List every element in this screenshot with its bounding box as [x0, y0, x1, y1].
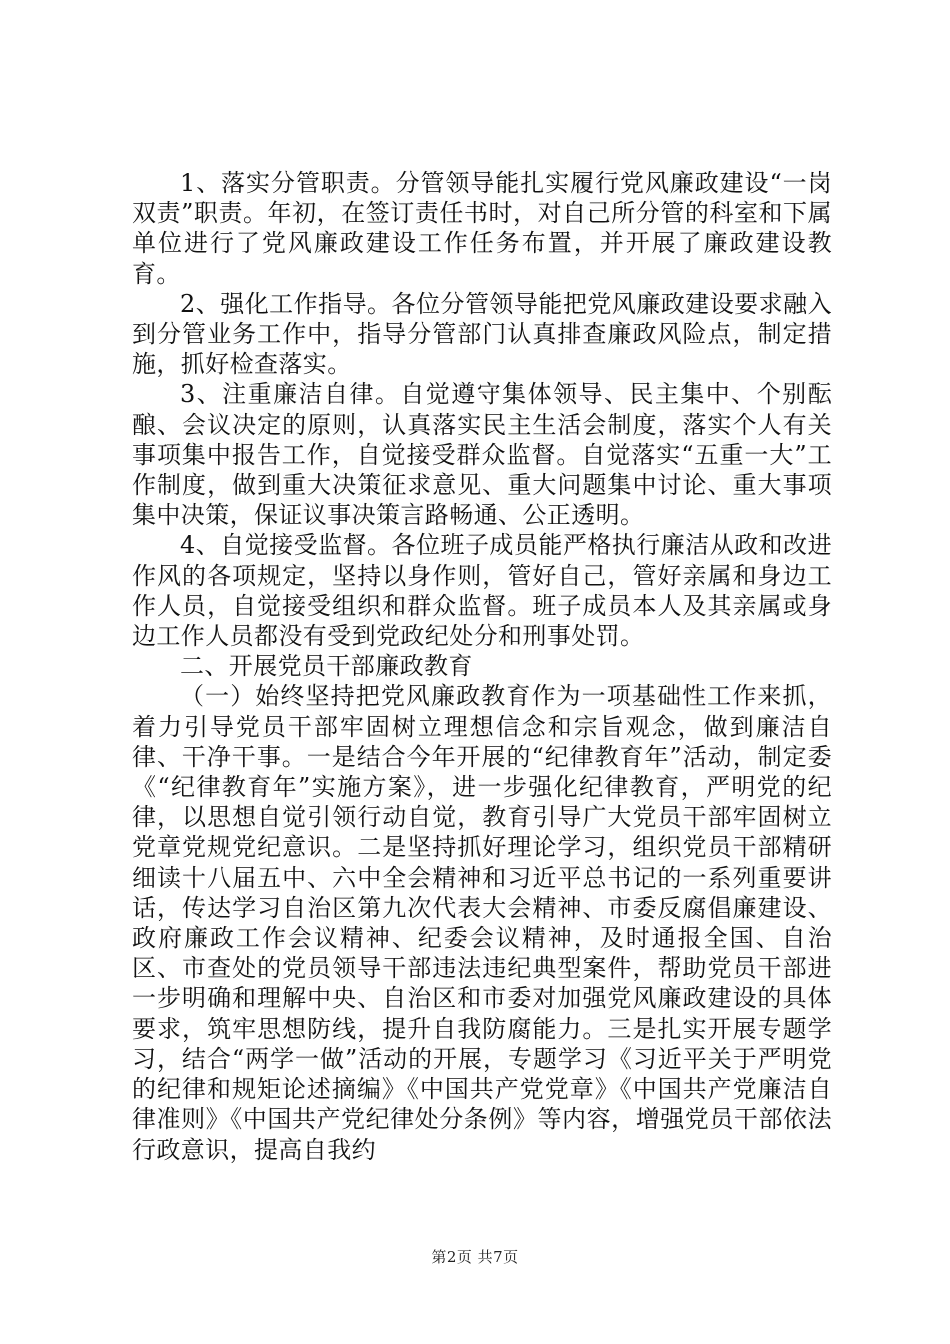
paragraph-2: 2、强化工作指导。各位分管领导能把党风廉政建设要求融入到分管业务工作中，指导分管部门认真排查廉政风险点，制定措施，抓好检查落实。: [132, 289, 832, 379]
paragraph-4: 4、自觉接受监督。各位班子成员能严格执行廉洁从政和改进作风的各项规定，坚持以身作则，管好自己，管好亲属和身边工作人员，自觉接受组织和群众监督。班子成员本人及其亲属或身边工作人员都没有受到党政纪处分和刑事处罚。: [132, 531, 832, 651]
paragraph-3: 3、注重廉洁自律。自觉遵守集体领导、民主集中、个别酝酿、会议决定的原则，认真落实民主生活会制度，落实个人有关事项集中报告工作，自觉接受群众监督。自觉落实“五重一大”工作制度，做到重大决策征求意见、重大问题集中讨论、重大事项集中决策，保证议事决策言路畅通、公正透明。: [132, 380, 832, 530]
document-body: [132, 168, 832, 1165]
page-footer: 第2页 共7页: [431, 1248, 519, 1266]
paragraph-5: （一）始终坚持把党风廉政教育作为一项基础性工作来抓，着力引导党员干部牢固树立理想信念和宗旨观念，做到廉洁自律、干净干事。一是结合今年开展的“纪律教育年”活动，制定委《“纪律教育年”实施方案》，进一步强化纪律教育，严明党的纪律，以思想自觉引领行动自觉，教育引导广大党员干部牢固树立党章党规党纪意识。二是坚持抓好理论学习，组织党员干部精研细读十八届五中、六中全会精神和习近平总书记的一系列重要讲话，传达学习自治区第九次代表大会精神、市委反腐倡廉建设、政府廉政工作会议精神、纪委会议精神，及时通报全国、自治区、市查处的党员领导干部违法违纪典型案件，帮助党员干部进一步明确和理解中央、自治区和市委对加强党风廉政建设的具体要求，筑牢思想防线，提升自我防腐能力。三是扎实开展专题学习，结合“两学一做”活动的开展，专题学习《习近平关于严明党的纪律和规矩论述摘编》《中国共产党党章》《中国共产党廉洁自律准则》《中国共产党纪律处分条例》等内容，增强党员干部依法行政意识，提高自我约: [132, 682, 832, 1164]
section-heading: 二、开展党员干部廉政教育: [180, 652, 473, 681]
paragraph-1: 1、落实分管职责。分管领导能扎实履行党风廉政建设“一岗双责”职责。年初，在签订责任书时，对自己所分管的科室和下属单位进行了党风廉政建设工作任务布置，并开展了廉政建设教育。: [132, 169, 832, 288]
